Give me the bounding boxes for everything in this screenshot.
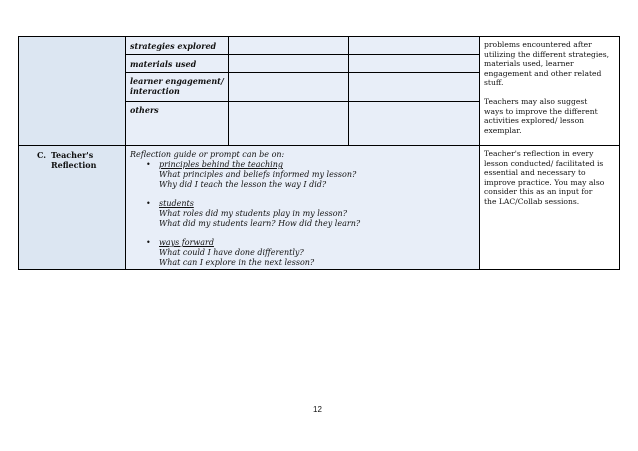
row-label-materials: materials used: [130, 59, 197, 69]
bullet-heading-students: students: [159, 199, 194, 208]
bullet-heading-ways-forward: ways forward: [159, 238, 214, 247]
bullet-heading-principles: principles behind the teaching: [159, 160, 283, 169]
reflection-note-line: improve practice. You may also: [484, 177, 605, 187]
section-title-line2: Reflection: [51, 160, 97, 170]
top-note-line: activities explored/ lesson: [484, 116, 585, 126]
table-border-left: [18, 36, 19, 270]
row-line-1: [125, 54, 480, 55]
question-line: What can I explore in the next lesson?: [159, 258, 315, 267]
top-note-line: engagement and other related: [484, 68, 602, 78]
reflection-note-line: the LAC/Collab sessions.: [484, 196, 580, 206]
question-line: What did my students learn? How did they learn?: [159, 219, 361, 228]
question-line: Why did I teach the lesson the way I did?: [159, 180, 327, 189]
row-label-others: others: [130, 105, 159, 115]
question-line: What could I have done differently?: [159, 248, 304, 257]
top-note: [484, 40, 618, 135]
table-border-bottom: [18, 269, 620, 270]
row-line-3: [125, 101, 480, 102]
bullet-symbol: •: [146, 160, 151, 169]
reflection-note-line: essential and necessary to: [484, 168, 586, 178]
reflection-intro: Reflection guide or prompt can be on:: [130, 150, 285, 159]
column-line-2: [228, 36, 229, 146]
section-title-line1: Teacher's: [51, 150, 94, 160]
table-border-right: [619, 36, 620, 270]
top-note-line: ways to improve the different: [484, 106, 598, 116]
row-label-engagement-line1: learner engagement/: [130, 76, 224, 86]
reflection-note: [484, 149, 618, 207]
left-column-top-cell: [18, 37, 125, 145]
top-note-line: problems encountered after: [484, 40, 592, 49]
reflection-note-line: Teacher's reflection in every: [484, 149, 594, 158]
page-number: 12: [313, 405, 322, 414]
row-label-strategies: strategies explored: [130, 41, 217, 51]
reflection-note-line: lesson conducted/ facilitated is: [484, 158, 604, 168]
top-note-line: Teachers may also suggest: [484, 96, 588, 106]
section-divider: [18, 145, 620, 146]
question-line: What roles did my students play in my lesson?: [159, 209, 347, 218]
bullet-symbol: •: [146, 199, 151, 208]
top-note-line: materials used, learner: [484, 59, 574, 69]
column-line-3: [348, 36, 349, 146]
top-note-line: exemplar.: [484, 125, 522, 135]
top-note-line: utilizing the different strategies,: [484, 49, 610, 59]
section-letter: C.: [37, 150, 47, 160]
row-label-engagement-line2: interaction: [130, 86, 180, 96]
table-border-top: [18, 36, 620, 37]
top-note-line: stuff.: [484, 78, 504, 88]
row-line-2: [125, 72, 480, 73]
bullet-symbol: •: [146, 238, 151, 247]
question-line: What principles and beliefs informed my lesson?: [159, 170, 357, 179]
reflection-note-line: consider this as an input for: [484, 187, 593, 197]
